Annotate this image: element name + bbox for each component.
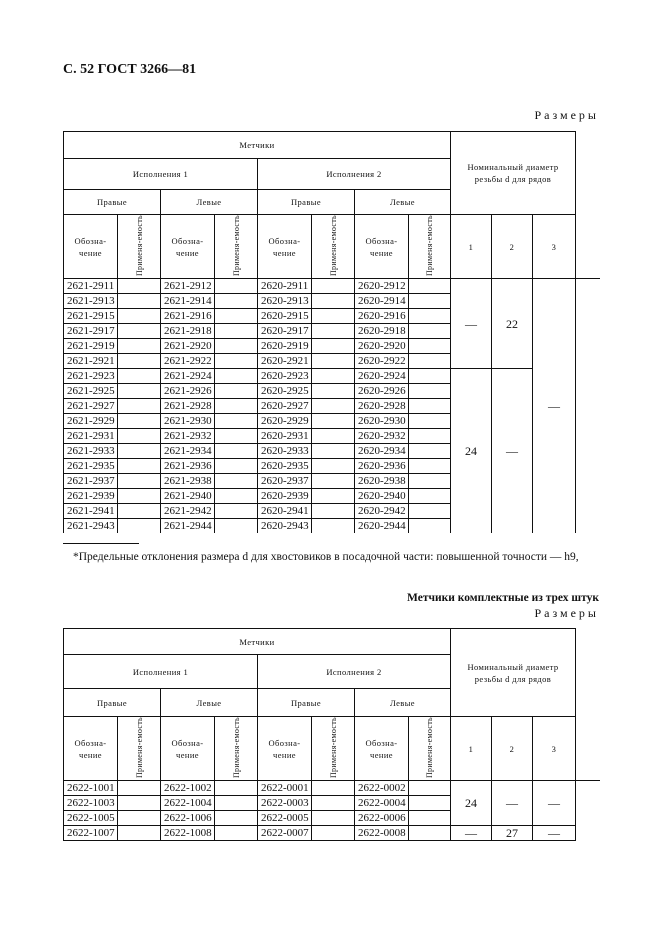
applicability-cell: [215, 414, 258, 429]
header-prim-2: Применя-емость: [231, 215, 241, 277]
applicability-cell: [118, 279, 161, 294]
header-isp2: Исполнения 2: [258, 159, 451, 190]
applicability-cell: [118, 354, 161, 369]
row2-value: —: [492, 781, 533, 826]
applicability-cell: [312, 444, 355, 459]
row3-value: —: [533, 826, 576, 841]
taps-table-1: [63, 131, 599, 533]
header-prim-3: Применя-емость: [328, 215, 338, 277]
header-row1: 1: [451, 215, 492, 279]
designation-cell: 2621-2916: [161, 309, 215, 324]
applicability-cell: [312, 384, 355, 399]
applicability-cell: [215, 796, 258, 811]
applicability-cell: [118, 429, 161, 444]
header-row3: 3: [533, 215, 576, 279]
designation-cell: 2621-2915: [64, 309, 118, 324]
designation-cell: 2620-2933: [258, 444, 312, 459]
designation-cell: 2621-2922: [161, 354, 215, 369]
applicability-cell: [312, 826, 355, 841]
applicability-cell: [215, 781, 258, 796]
designation-cell: 2620-2918: [355, 324, 409, 339]
designation-cell: 2621-2927: [64, 399, 118, 414]
designation-cell: 2622-1008: [161, 826, 215, 841]
applicability-cell: [118, 796, 161, 811]
applicability-cell: [312, 474, 355, 489]
designation-cell: 2621-2914: [161, 294, 215, 309]
applicability-cell: [118, 811, 161, 826]
applicability-cell: [312, 339, 355, 354]
designation-cell: 2621-2919: [64, 339, 118, 354]
designation-cell: 2621-2943: [64, 519, 118, 534]
designation-cell: 2622-0006: [355, 811, 409, 826]
t2-header-prim-1: Применя-емость: [134, 717, 144, 779]
applicability-cell: [409, 474, 451, 489]
applicability-cell: [409, 384, 451, 399]
applicability-cell: [409, 459, 451, 474]
applicability-cell: [312, 369, 355, 384]
applicability-cell: [312, 414, 355, 429]
applicability-cell: [215, 384, 258, 399]
row1-value: —: [451, 279, 492, 369]
header-prim-4: Применя-емость: [425, 215, 434, 277]
designation-cell: 2621-2932: [161, 429, 215, 444]
designation-cell: 2620-2919: [258, 339, 312, 354]
designation-cell: 2621-2924: [161, 369, 215, 384]
designation-cell: 2620-2920: [355, 339, 409, 354]
designation-cell: 2620-2941: [258, 504, 312, 519]
applicability-cell: [409, 444, 451, 459]
applicability-cell: [215, 309, 258, 324]
header-metchiki: Метчики: [64, 132, 451, 159]
designation-cell: 2621-2937: [64, 474, 118, 489]
designation-cell: 2622-1005: [64, 811, 118, 826]
table-row: [64, 369, 600, 384]
applicability-cell: [215, 279, 258, 294]
t2-header-nominal-diameter: Номинальный диаметр резьбы d для рядов: [451, 629, 576, 717]
designation-cell: 2620-2929: [258, 414, 312, 429]
t2-header-prim-4: Применя-емость: [425, 717, 434, 779]
header-right-1: Правые: [64, 190, 161, 215]
t2-header-right-1: Правые: [64, 689, 161, 717]
applicability-cell: [215, 369, 258, 384]
applicability-cell: [312, 781, 355, 796]
applicability-cell: [215, 811, 258, 826]
header-oboz-2: Обозна-чение: [161, 215, 215, 279]
designation-cell: 2621-2939: [64, 489, 118, 504]
row3-value: —: [533, 279, 576, 534]
designation-cell: 2620-2940: [355, 489, 409, 504]
row3-value: —: [533, 781, 576, 826]
row2-value: 22: [492, 279, 533, 369]
applicability-cell: [215, 324, 258, 339]
applicability-cell: [118, 489, 161, 504]
designation-cell: 2622-0002: [355, 781, 409, 796]
t2-header-left-1: Левые: [161, 689, 258, 717]
designation-cell: 2620-2916: [355, 309, 409, 324]
applicability-cell: [215, 459, 258, 474]
applicability-cell: [215, 504, 258, 519]
designation-cell: 2620-2936: [355, 459, 409, 474]
designation-cell: 2620-2934: [355, 444, 409, 459]
applicability-cell: [409, 294, 451, 309]
applicability-cell: [312, 399, 355, 414]
t2-header-row3: 3: [533, 717, 576, 781]
designation-cell: 2620-2915: [258, 309, 312, 324]
applicability-cell: [118, 826, 161, 841]
designation-cell: 2621-2928: [161, 399, 215, 414]
designation-cell: 2621-2912: [161, 279, 215, 294]
applicability-cell: [215, 444, 258, 459]
header-oboz-1: Обозна-чение: [64, 215, 118, 279]
designation-cell: 2621-2926: [161, 384, 215, 399]
applicability-cell: [312, 811, 355, 826]
applicability-cell: [215, 489, 258, 504]
designation-cell: 2621-2923: [64, 369, 118, 384]
designation-cell: 2620-2913: [258, 294, 312, 309]
designation-cell: 2620-2938: [355, 474, 409, 489]
designation-cell: 2622-0001: [258, 781, 312, 796]
designation-cell: 2621-2935: [64, 459, 118, 474]
designation-cell: 2620-2926: [355, 384, 409, 399]
header-oboz-4: Обозна-чение: [355, 215, 409, 279]
table-row: [64, 826, 600, 841]
designation-cell: 2621-2920: [161, 339, 215, 354]
designation-cell: 2622-0007: [258, 826, 312, 841]
designation-cell: 2622-1001: [64, 781, 118, 796]
t2-header-row2: 2: [492, 717, 533, 781]
designation-cell: 2620-2932: [355, 429, 409, 444]
header-blank: [576, 132, 600, 279]
designation-cell: 2620-2914: [355, 294, 409, 309]
blank-column: [576, 781, 600, 841]
applicability-cell: [118, 339, 161, 354]
applicability-cell: [409, 339, 451, 354]
designation-cell: 2622-0003: [258, 796, 312, 811]
applicability-cell: [215, 354, 258, 369]
applicability-cell: [118, 369, 161, 384]
applicability-cell: [409, 781, 451, 796]
designation-cell: 2621-2933: [64, 444, 118, 459]
designation-cell: 2621-2929: [64, 414, 118, 429]
designation-cell: 2620-2935: [258, 459, 312, 474]
designation-cell: 2620-2922: [355, 354, 409, 369]
header-prim-1: Применя-емость: [134, 215, 144, 277]
applicability-cell: [312, 279, 355, 294]
designation-cell: 2620-2917: [258, 324, 312, 339]
designation-cell: 2622-1006: [161, 811, 215, 826]
designation-cell: 2620-2928: [355, 399, 409, 414]
designation-cell: 2622-0004: [355, 796, 409, 811]
applicability-cell: [118, 294, 161, 309]
blank-column: [576, 279, 600, 534]
applicability-cell: [118, 444, 161, 459]
designation-cell: 2620-2930: [355, 414, 409, 429]
designation-cell: 2621-2917: [64, 324, 118, 339]
applicability-cell: [409, 369, 451, 384]
applicability-cell: [215, 474, 258, 489]
applicability-cell: [118, 781, 161, 796]
designation-cell: 2620-2944: [355, 519, 409, 534]
applicability-cell: [312, 429, 355, 444]
applicability-cell: [409, 489, 451, 504]
applicability-cell: [215, 429, 258, 444]
designation-cell: 2620-2937: [258, 474, 312, 489]
designation-cell: 2620-2924: [355, 369, 409, 384]
applicability-cell: [312, 519, 355, 534]
applicability-cell: [312, 309, 355, 324]
header-nominal-diameter: Номинальный диаметр резьбы d для рядов: [451, 132, 576, 215]
applicability-cell: [312, 354, 355, 369]
t2-header-prim-2: Применя-емость: [231, 717, 241, 779]
t2-header-isp2: Исполнения 2: [258, 655, 451, 689]
header-right-2: Правые: [258, 190, 355, 215]
designation-cell: 2622-1007: [64, 826, 118, 841]
designation-cell: 2622-0008: [355, 826, 409, 841]
row2-value: —: [492, 369, 533, 534]
applicability-cell: [118, 324, 161, 339]
footnote-rule: [63, 543, 139, 544]
designation-cell: 2620-2923: [258, 369, 312, 384]
designation-cell: 2621-2918: [161, 324, 215, 339]
designation-cell: 2620-2925: [258, 384, 312, 399]
designation-cell: 2620-2943: [258, 519, 312, 534]
designation-cell: 2622-1003: [64, 796, 118, 811]
designation-cell: 2621-2921: [64, 354, 118, 369]
t2-header-oboz-4: Обозна-чение: [355, 717, 409, 781]
table-row: [64, 279, 600, 294]
applicability-cell: [409, 429, 451, 444]
applicability-cell: [409, 519, 451, 534]
applicability-cell: [409, 796, 451, 811]
applicability-cell: [312, 796, 355, 811]
designation-cell: 2621-2940: [161, 489, 215, 504]
applicability-cell: [215, 339, 258, 354]
designation-cell: 2621-2934: [161, 444, 215, 459]
designation-cell: 2621-2931: [64, 429, 118, 444]
t2-header-oboz-1: Обозна-чение: [64, 717, 118, 781]
sizes-label-1: Размеры: [534, 108, 599, 122]
applicability-cell: [409, 309, 451, 324]
designation-cell: 2621-2936: [161, 459, 215, 474]
header-row2: 2: [492, 215, 533, 279]
applicability-cell: [312, 294, 355, 309]
t2-header-metchiki: Метчики: [64, 629, 451, 655]
designation-cell: 2620-2939: [258, 489, 312, 504]
applicability-cell: [215, 294, 258, 309]
applicability-cell: [409, 504, 451, 519]
t2-header-row1: 1: [451, 717, 492, 781]
table-row: [64, 781, 600, 796]
designation-cell: 2621-2911: [64, 279, 118, 294]
designation-cell: 2621-2941: [64, 504, 118, 519]
applicability-cell: [215, 399, 258, 414]
applicability-cell: [409, 399, 451, 414]
applicability-cell: [215, 519, 258, 534]
t2-header-prim-3: Применя-емость: [328, 717, 338, 779]
header-isp1: Исполнения 1: [64, 159, 258, 190]
applicability-cell: [215, 826, 258, 841]
designation-cell: 2621-2913: [64, 294, 118, 309]
applicability-cell: [118, 459, 161, 474]
footnote: *Предельные отклонения размера d для хвостовиков в посадочной части: повышенной точности — h9,: [73, 551, 579, 563]
designation-cell: 2620-2921: [258, 354, 312, 369]
designation-cell: 2620-2931: [258, 429, 312, 444]
applicability-cell: [409, 826, 451, 841]
applicability-cell: [312, 459, 355, 474]
applicability-cell: [409, 414, 451, 429]
header-oboz-3: Обозна-чение: [258, 215, 312, 279]
applicability-cell: [312, 489, 355, 504]
sizes-label-2: Размеры: [534, 606, 599, 620]
applicability-cell: [118, 504, 161, 519]
applicability-cell: [118, 474, 161, 489]
applicability-cell: [118, 519, 161, 534]
row1-value: 24: [451, 369, 492, 534]
t2-header-isp1: Исполнения 1: [64, 655, 258, 689]
designation-cell: 2621-2944: [161, 519, 215, 534]
t2-header-oboz-3: Обозна-чение: [258, 717, 312, 781]
designation-cell: 2620-2942: [355, 504, 409, 519]
row2-value: 27: [492, 826, 533, 841]
applicability-cell: [118, 414, 161, 429]
applicability-cell: [409, 279, 451, 294]
applicability-cell: [409, 324, 451, 339]
t2-header-oboz-2: Обозна-чение: [161, 717, 215, 781]
t2-header-left-2: Левые: [355, 689, 451, 717]
header-left-2: Левые: [355, 190, 451, 215]
table2-title: Метчики комплектные из трех штук: [407, 592, 599, 604]
designation-cell: 2621-2942: [161, 504, 215, 519]
taps-table-2: [63, 628, 599, 841]
applicability-cell: [409, 354, 451, 369]
applicability-cell: [118, 384, 161, 399]
applicability-cell: [409, 811, 451, 826]
t2-header-blank: [576, 629, 600, 781]
row1-value: —: [451, 826, 492, 841]
designation-cell: 2621-2930: [161, 414, 215, 429]
applicability-cell: [118, 309, 161, 324]
designation-cell: 2622-0005: [258, 811, 312, 826]
designation-cell: 2621-2925: [64, 384, 118, 399]
row1-value: 24: [451, 781, 492, 826]
applicability-cell: [312, 504, 355, 519]
applicability-cell: [118, 399, 161, 414]
applicability-cell: [312, 324, 355, 339]
designation-cell: 2620-2912: [355, 279, 409, 294]
designation-cell: 2622-1004: [161, 796, 215, 811]
header-left-1: Левые: [161, 190, 258, 215]
designation-cell: 2622-1002: [161, 781, 215, 796]
t2-header-right-2: Правые: [258, 689, 355, 717]
designation-cell: 2620-2911: [258, 279, 312, 294]
page-header: С. 52 ГОСТ 3266—81: [63, 62, 197, 77]
designation-cell: 2620-2927: [258, 399, 312, 414]
designation-cell: 2621-2938: [161, 474, 215, 489]
